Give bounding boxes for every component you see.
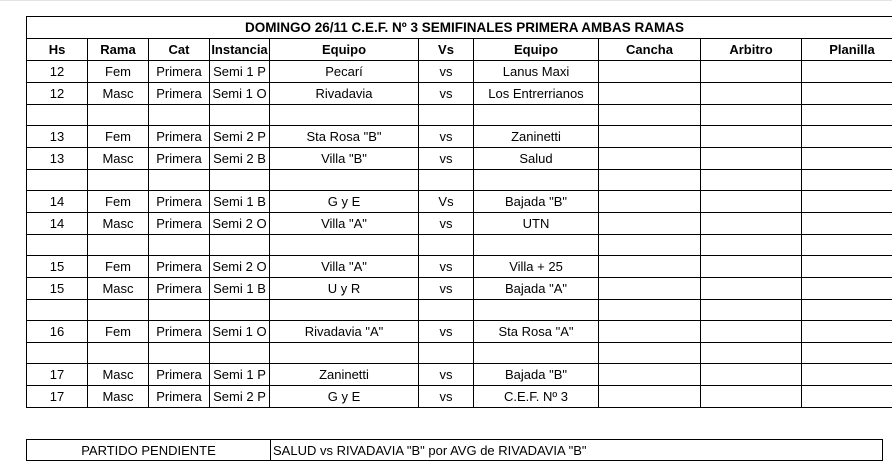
cell-equipo1: Pecarí (270, 61, 419, 83)
empty-cell (599, 235, 701, 256)
cell-rama: Masc (88, 83, 149, 105)
header-planilla: Planilla (802, 39, 892, 61)
empty-cell (599, 170, 701, 191)
cell-instancia: Semi 2 B (210, 148, 270, 170)
empty-cell (210, 300, 270, 321)
cell-rama: Fem (88, 256, 149, 278)
cell-hs: 15 (27, 278, 88, 300)
table-row (27, 191, 892, 213)
cell-rama: Masc (88, 386, 149, 408)
cell-cat: Primera (149, 386, 210, 408)
empty-cell (419, 343, 474, 364)
cell-equipo1: Rivadavia "A" (270, 321, 419, 343)
cell-vs: vs (419, 213, 474, 235)
cell-arbitro (701, 278, 802, 300)
empty-cell (88, 300, 149, 321)
header-hs: Hs (27, 39, 88, 61)
empty-cell (149, 170, 210, 191)
empty-cell (210, 170, 270, 191)
empty-cell (149, 300, 210, 321)
cell-equipo2: Bajada "A" (474, 278, 599, 300)
cell-planilla (802, 256, 892, 278)
cell-equipo1: Villa "B" (270, 148, 419, 170)
cell-hs: 13 (27, 148, 88, 170)
table-row (27, 126, 892, 148)
cell-instancia: Semi 1 P (210, 364, 270, 386)
cell-instancia: Semi 2 P (210, 386, 270, 408)
cell-cancha (599, 386, 701, 408)
cell-planilla (802, 278, 892, 300)
cell-cancha (599, 126, 701, 148)
page-title: DOMINGO 26/11 C.E.F. Nº 3 SEMIFINALES PRIMERA AMBAS RAMAS (27, 17, 892, 39)
cell-rama: Masc (88, 213, 149, 235)
cell-cancha (599, 61, 701, 83)
cell-planilla (802, 61, 892, 83)
empty-cell (88, 343, 149, 364)
cell-cat: Primera (149, 213, 210, 235)
cell-planilla (802, 364, 892, 386)
empty-cell (474, 105, 599, 126)
empty-cell (802, 300, 892, 321)
cell-hs: 16 (27, 321, 88, 343)
cell-instancia: Semi 1 O (210, 321, 270, 343)
cell-cancha (599, 256, 701, 278)
empty-cell (27, 170, 88, 191)
cell-cancha (599, 83, 701, 105)
cell-hs: 14 (27, 213, 88, 235)
cell-vs: Vs (419, 191, 474, 213)
cell-arbitro (701, 83, 802, 105)
cell-vs: vs (419, 126, 474, 148)
cell-arbitro (701, 386, 802, 408)
cell-cancha (599, 191, 701, 213)
cell-planilla (802, 191, 892, 213)
empty-cell (27, 343, 88, 364)
cell-arbitro (701, 148, 802, 170)
table-body (27, 17, 892, 408)
empty-cell (802, 105, 892, 126)
cell-planilla (802, 213, 892, 235)
cell-rama: Fem (88, 126, 149, 148)
empty-cell (88, 235, 149, 256)
empty-cell (701, 300, 802, 321)
empty-cell (88, 170, 149, 191)
table-row (27, 364, 892, 386)
empty-cell (802, 170, 892, 191)
cell-cat: Primera (149, 148, 210, 170)
cell-equipo1: Zaninetti (270, 364, 419, 386)
empty-cell (210, 235, 270, 256)
empty-cell (419, 235, 474, 256)
cell-rama: Masc (88, 278, 149, 300)
spacer-row (27, 170, 892, 191)
cell-equipo2: Sta Rosa "A" (474, 321, 599, 343)
empty-cell (419, 105, 474, 126)
title-row (27, 17, 892, 39)
cell-hs: 12 (27, 83, 88, 105)
empty-cell (419, 300, 474, 321)
cell-equipo2: Lanus Maxi (474, 61, 599, 83)
empty-cell (599, 300, 701, 321)
empty-cell (270, 300, 419, 321)
cell-cat: Primera (149, 191, 210, 213)
cell-vs: vs (419, 256, 474, 278)
cell-planilla (802, 321, 892, 343)
cell-equipo2: Bajada "B" (474, 191, 599, 213)
header-arbitro: Arbitro (701, 39, 802, 61)
empty-cell (474, 170, 599, 191)
header-equipo-local: Equipo (270, 39, 419, 61)
pending-match-table (26, 439, 883, 461)
empty-cell (419, 170, 474, 191)
cell-cat: Primera (149, 321, 210, 343)
cell-equipo2: UTN (474, 213, 599, 235)
empty-cell (599, 105, 701, 126)
empty-cell (27, 300, 88, 321)
spacer-row (27, 105, 892, 126)
cell-rama: Masc (88, 148, 149, 170)
cell-hs: 17 (27, 386, 88, 408)
gridline (0, 0, 892, 1)
cell-planilla (802, 148, 892, 170)
header-vs: Vs (419, 39, 474, 61)
cell-equipo2: Bajada "B" (474, 364, 599, 386)
schedule-table (26, 16, 892, 408)
empty-cell (270, 170, 419, 191)
cell-arbitro (701, 321, 802, 343)
cell-equipo2: Los Entrerrianos (474, 83, 599, 105)
cell-cat: Primera (149, 278, 210, 300)
empty-cell (802, 235, 892, 256)
table-row (27, 256, 892, 278)
empty-cell (701, 170, 802, 191)
cell-equipo1: Villa "A" (270, 256, 419, 278)
cell-equipo1: U y R (270, 278, 419, 300)
cell-instancia: Semi 2 O (210, 256, 270, 278)
cell-instancia: Semi 2 O (210, 213, 270, 235)
cell-cat: Primera (149, 83, 210, 105)
table-row (27, 61, 892, 83)
cell-instancia: Semi 1 O (210, 83, 270, 105)
cell-planilla (802, 126, 892, 148)
spacer-row (27, 343, 892, 364)
cell-arbitro (701, 213, 802, 235)
pending-label: PARTIDO PENDIENTE (27, 440, 271, 461)
header-row (27, 39, 892, 61)
cell-rama: Fem (88, 321, 149, 343)
empty-cell (149, 343, 210, 364)
cell-arbitro (701, 256, 802, 278)
cell-equipo1: G y E (270, 191, 419, 213)
cell-planilla (802, 83, 892, 105)
empty-cell (210, 105, 270, 126)
header-cat: Cat (149, 39, 210, 61)
empty-cell (474, 300, 599, 321)
header-equipo-visitante: Equipo (474, 39, 599, 61)
cell-vs: vs (419, 386, 474, 408)
table-row (27, 213, 892, 235)
cell-instancia: Semi 1 B (210, 191, 270, 213)
empty-cell (27, 105, 88, 126)
empty-cell (270, 343, 419, 364)
cell-hs: 17 (27, 364, 88, 386)
cell-rama: Fem (88, 61, 149, 83)
empty-cell (270, 235, 419, 256)
cell-cancha (599, 278, 701, 300)
cell-cancha (599, 364, 701, 386)
table-row (27, 278, 892, 300)
cell-vs: vs (419, 278, 474, 300)
cell-equipo2: C.E.F. Nº 3 (474, 386, 599, 408)
cell-vs: vs (419, 83, 474, 105)
cell-rama: Masc (88, 364, 149, 386)
cell-equipo1: G y E (270, 386, 419, 408)
cell-hs: 14 (27, 191, 88, 213)
cell-arbitro (701, 61, 802, 83)
empty-cell (701, 343, 802, 364)
cell-cat: Primera (149, 126, 210, 148)
pending-row (27, 440, 883, 461)
empty-cell (270, 105, 419, 126)
cell-equipo2: Zaninetti (474, 126, 599, 148)
cell-vs: vs (419, 148, 474, 170)
cell-hs: 13 (27, 126, 88, 148)
empty-cell (27, 235, 88, 256)
cell-cancha (599, 148, 701, 170)
empty-cell (149, 105, 210, 126)
cell-instancia: Semi 1 P (210, 61, 270, 83)
cell-cat: Primera (149, 256, 210, 278)
empty-cell (599, 343, 701, 364)
cell-rama: Fem (88, 191, 149, 213)
cell-equipo1: Sta Rosa "B" (270, 126, 419, 148)
empty-cell (701, 235, 802, 256)
header-rama: Rama (88, 39, 149, 61)
cell-planilla (802, 386, 892, 408)
cell-instancia: Semi 1 B (210, 278, 270, 300)
cell-arbitro (701, 364, 802, 386)
spacer-row (27, 300, 892, 321)
cell-instancia: Semi 2 P (210, 126, 270, 148)
cell-cancha (599, 321, 701, 343)
cell-cat: Primera (149, 364, 210, 386)
cell-equipo1: Rivadavia (270, 83, 419, 105)
cell-vs: vs (419, 61, 474, 83)
cell-cat: Primera (149, 61, 210, 83)
empty-cell (474, 235, 599, 256)
empty-cell (210, 343, 270, 364)
cell-equipo2: Salud (474, 148, 599, 170)
empty-cell (701, 105, 802, 126)
cell-vs: vs (419, 321, 474, 343)
cell-equipo1: Villa "A" (270, 213, 419, 235)
empty-cell (149, 235, 210, 256)
header-cancha: Cancha (599, 39, 701, 61)
cell-equipo2: Villa + 25 (474, 256, 599, 278)
empty-cell (474, 343, 599, 364)
cell-vs: vs (419, 364, 474, 386)
header-instancia: Instancia (210, 39, 270, 61)
empty-cell (802, 343, 892, 364)
cell-hs: 15 (27, 256, 88, 278)
table-row (27, 148, 892, 170)
empty-cell (88, 105, 149, 126)
cell-hs: 12 (27, 61, 88, 83)
spacer-row (27, 235, 892, 256)
cell-arbitro (701, 126, 802, 148)
cell-cancha (599, 213, 701, 235)
pending-value: SALUD vs RIVADAVIA "B" por AVG de RIVADAVIA "B" (271, 440, 883, 461)
table-row (27, 321, 892, 343)
table-row (27, 386, 892, 408)
table-row (27, 83, 892, 105)
cell-arbitro (701, 191, 802, 213)
